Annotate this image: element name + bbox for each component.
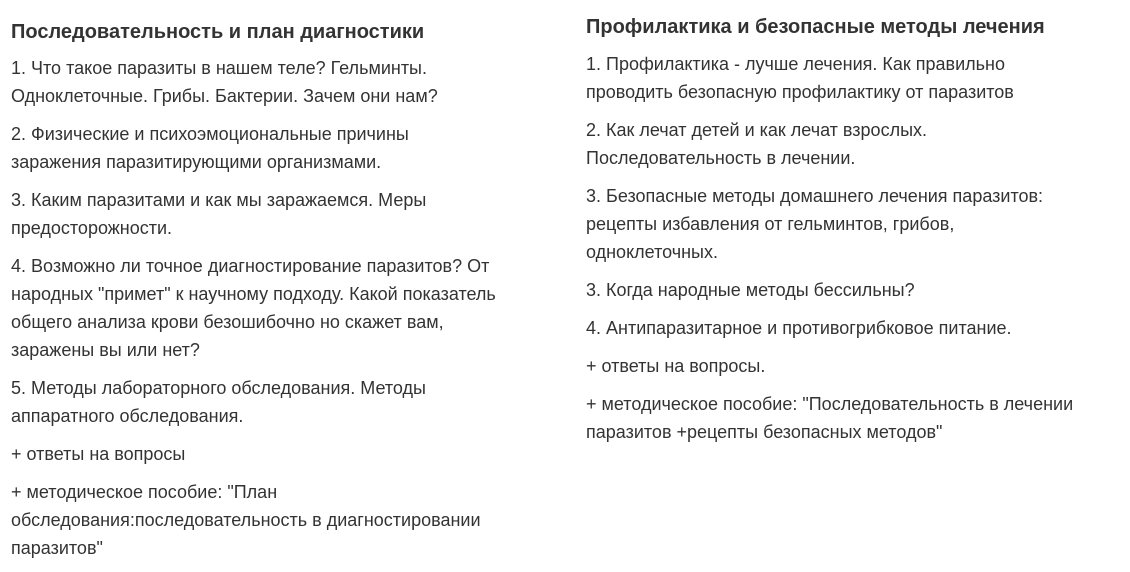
treatment-title: Профилактика и безопасные методы лечения (586, 16, 1045, 38)
treatment-item: 2. Как лечат детей и как лечат взрослых. Последовательность в лечении. (586, 120, 928, 168)
treatment-item: 3. Безопасные методы домашнего лечения паразитов: рецепты избавления от гельминтов, грибов, одноклеточных. (586, 186, 1044, 262)
treatment-item: + методическое пособие: "Последовательность в лечении паразитов +рецепты безопасных методов" (586, 394, 1074, 442)
diagnostics-item: 5. Методы лабораторного обследования. Методы аппаратного обследования. (11, 378, 426, 426)
treatment-item: 1. Профилактика - лучше лечения. Как правильно проводить безопасную профилактику от паразитов (586, 54, 1014, 102)
treatment-column (586, 0, 1130, 456)
treatment-item: 4. Антипаразитарное и противогрибковое питание. (586, 318, 1012, 338)
diagnostics-item: 4. Возможно ли точное диагностирование паразитов? От народных "примет" к научному подходу. Какой показатель общего анализа крови безошибочно но скажет вам, заражены вы или нет? (11, 256, 496, 360)
treatment-item: 3. Когда народные методы бессильны? (586, 280, 915, 300)
diagnostics-item: 3. Каким паразитами и как мы заражаемся. Меры предосторожности. (11, 190, 427, 238)
diagnostics-item: 1. Что такое паразиты в нашем теле? Гельминты. Одноклеточные. Грибы. Бактерии. Зачем они нам? (11, 58, 438, 106)
diagnostics-title: Последовательность и план диагностики (11, 21, 425, 43)
diagnostics-column (11, 0, 566, 572)
diagnostics-item: 2. Физические и психоэмоциональные причины заражения паразитирующими организмами. (11, 124, 409, 172)
treatment-item: + ответы на вопросы. (586, 356, 766, 376)
diagnostics-item: + ответы на вопросы (11, 444, 186, 464)
diagnostics-item: + методическое пособие: "План обследования:последовательность в диагностировании паразитов" (11, 482, 481, 558)
